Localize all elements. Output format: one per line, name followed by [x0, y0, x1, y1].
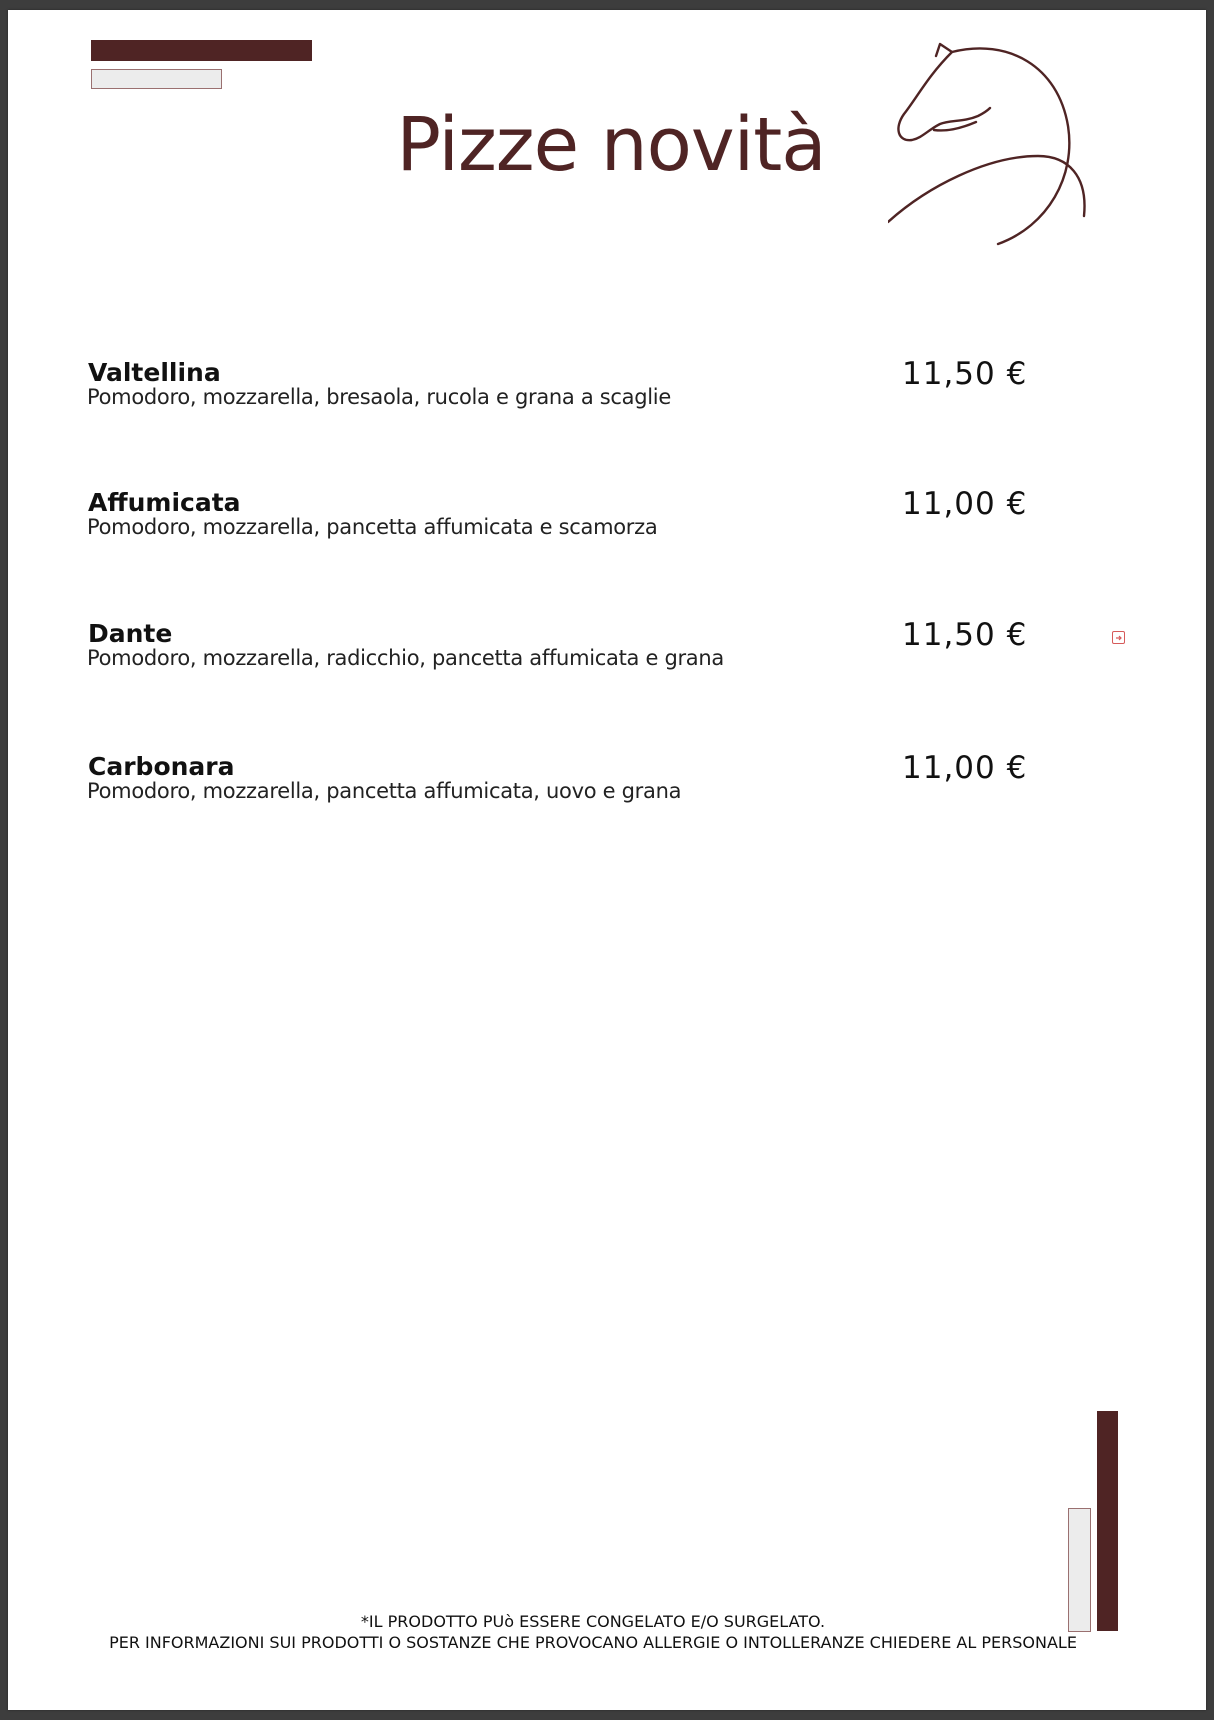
- menu-page: [8, 10, 1206, 1710]
- menu-item-price: 11,50 €: [902, 617, 1028, 653]
- menu-item-name: Carbonara: [88, 752, 235, 781]
- menu-item-name: Valtellina: [88, 358, 221, 387]
- allergy-disclaimer: [8, 1611, 1178, 1653]
- menu-item-name: Affumicata: [88, 488, 241, 517]
- decorative-box-top: [91, 69, 222, 89]
- anchor-arrow-icon: [1115, 634, 1123, 642]
- menu-item-description: Pomodoro, mozzarella, pancetta affumicata e scamorza: [87, 515, 658, 539]
- menu-item-description: Pomodoro, mozzarella, pancetta affumicata, uovo e grana: [87, 779, 682, 803]
- menu-item-name: Dante: [88, 619, 173, 648]
- page-title: Pizze novità: [396, 102, 826, 188]
- disclaimer-line-1: *IL PRODOTTO PUò ESSERE CONGELATO E/O SURGELATO.: [360, 1612, 826, 1631]
- menu-item-description: Pomodoro, mozzarella, radicchio, pancetta affumicata e grana: [87, 646, 724, 670]
- anchor-marker-icon[interactable]: [1112, 631, 1125, 644]
- decorative-bar-side: [1097, 1411, 1118, 1631]
- decorative-bar-top: [91, 40, 312, 61]
- horse-head-logo-icon: [888, 36, 1128, 268]
- menu-item-price: 11,50 €: [902, 356, 1028, 392]
- menu-item-description: Pomodoro, mozzarella, bresaola, rucola e grana a scaglie: [87, 385, 671, 409]
- menu-item-price: 11,00 €: [902, 486, 1028, 522]
- menu-item-price: 11,00 €: [902, 750, 1028, 786]
- disclaimer-line-2: PER INFORMAZIONI SUI PRODOTTI O SOSTANZE CHE PROVOCANO ALLERGIE O INTOLLERANZE CHIEDERE AL PERSONALE: [109, 1633, 1077, 1652]
